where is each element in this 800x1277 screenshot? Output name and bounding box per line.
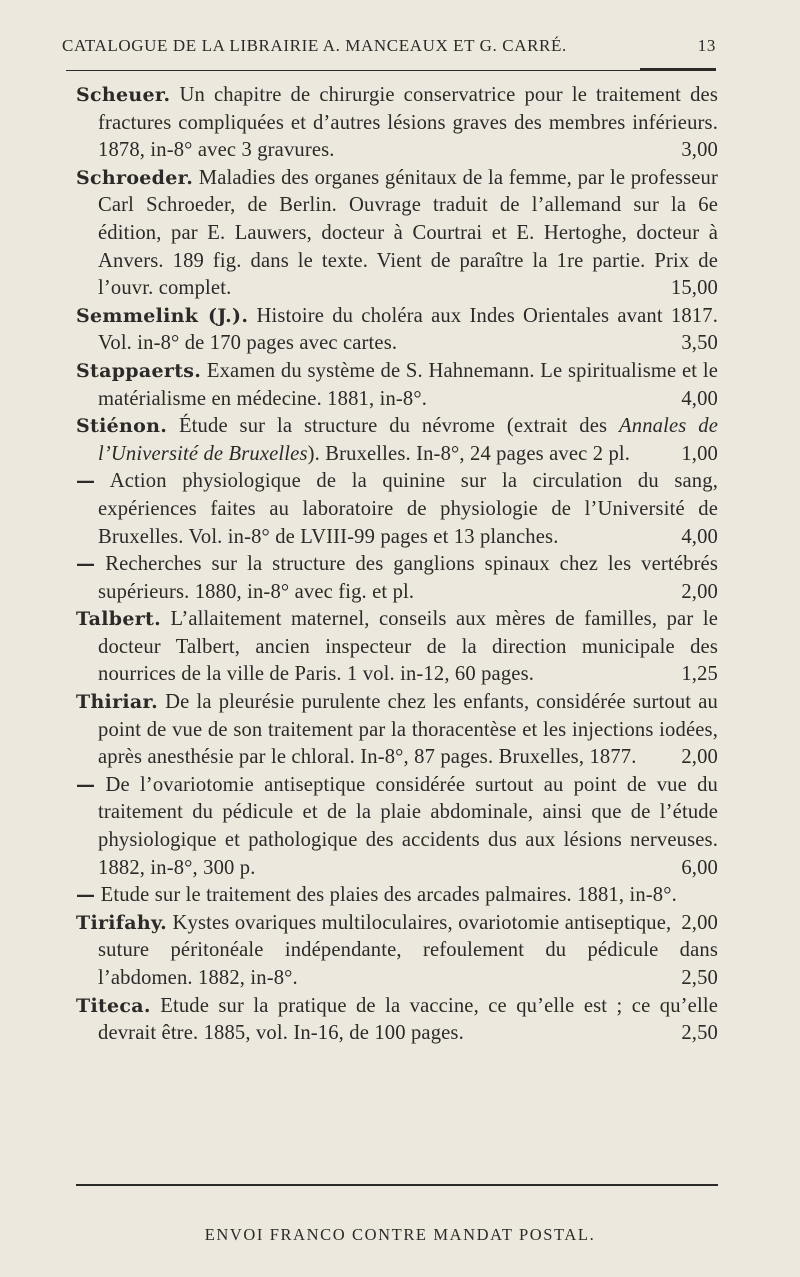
entry-text: Histoire du choléra aux Indes Orientales avant 1817. Vol. in-8° de 170 pages avec cartes. (98, 304, 719, 355)
entry-price: 3,50 (681, 332, 718, 355)
catalogue-entry (76, 772, 718, 882)
entry-text: Étude sur la structure du névrome (extrait des (178, 415, 608, 438)
entry-author: Scheuer. (76, 84, 171, 106)
entry-author: Talbert. (76, 608, 162, 631)
entry-text: L’allaitement maternel, conseils aux mères de familles, par le docteur Talbert, ancien inspecteur de la direction municipale des nourrices de la ville de Paris. 1 vol. in-12, 60 pages. (98, 608, 718, 686)
entry-price: 3,00 (681, 139, 718, 162)
catalogue-entry (76, 468, 718, 551)
entry-author: — (76, 884, 96, 907)
entry-journal-title: Annales de l’Université de Bruxelles (98, 415, 718, 465)
header-title: CATALOGUE DE LA LIBRAIRIE A. MANCEAUX ET G. CARRÉ. (62, 36, 567, 55)
running-header (62, 36, 716, 56)
entry-author: Stappaerts. (76, 359, 202, 382)
entry-price: 2,00 (681, 580, 718, 603)
catalogue-entry (76, 606, 718, 689)
catalogue-entry (76, 82, 718, 165)
entry-author: Thiriar. (76, 691, 158, 714)
entry-price: 6,00 (681, 856, 718, 879)
entry-price: 15,00 (670, 277, 718, 300)
entry-text: De l’ovariotomie antiseptique considérée surtout au point de vue du traitement du pédicule et de la plaie abdominale, ainsi que de l’étude physiologique et pathologique des accidents dus aux lésions nerveuses. 1882, in-8°, 300 p. (98, 773, 718, 879)
entry-author: — (76, 470, 96, 493)
entry-text-continued: ). Bruxelles. In-8°, 24 pages avec 2 pl. (307, 442, 631, 465)
catalogue-entry (76, 993, 718, 1048)
catalogue-entry (76, 303, 718, 358)
entry-text: Un chapitre de chirurgie conservatrice pour le traitement des fractures compliquées et d’autres lésions graves des membres inférieurs. 1878, in-8° avec 3 gravures. (98, 84, 718, 162)
entry-text: Maladies des organes génitaux de la femme, par le professeur Carl Schroeder, de Berlin. Ouvrage traduit de l’allemand sur la 6e édition, par E. Lauwers, docteur à Courtrai et E. Hertoghe, docteur à Anvers. 189 fig. dans le texte. Vient de paraître la 1re partie. Prix de l’ouvr. complet. (98, 166, 718, 300)
entry-author: Stiénon. (76, 415, 168, 438)
catalogue-entry (76, 165, 718, 303)
entry-text: De la pleurésie purulente chez les enfants, considérée surtout au point de vue de son traitement par la thoracentèse et les injections iodées, après anesthésie par le chloral. In-8°, 87 pages. Bruxelles, 1877. (98, 691, 718, 769)
catalogue-entry (76, 358, 718, 413)
catalogue-entry (76, 910, 718, 993)
entry-author: Semmelink (J.). (76, 304, 249, 327)
footer-rule (76, 1184, 718, 1186)
entry-author: Tirifahy. (76, 911, 168, 934)
entry-price: 1,00 (681, 442, 718, 465)
entry-price: 4,00 (681, 525, 718, 548)
catalogue-entries (76, 82, 718, 1048)
entry-author: — (76, 553, 96, 576)
entry-text: Etude sur la pratique de la vaccine, ce qu’elle est ; ce qu’elle devrait être. 1885, vol. In-16, de 100 pages. (98, 994, 718, 1045)
entry-text: Etude sur le traitement des plaies des arcades palmaires. 1881, in-8°. (100, 884, 677, 907)
entry-price: 2,00 (681, 911, 718, 934)
entry-text: Examen du système de S. Hahnemann. Le spiritualisme et le matérialisme en médecine. 1881, in-8°. (98, 359, 718, 410)
page-number: 13 (697, 36, 716, 55)
entry-price: 1,25 (681, 663, 718, 686)
entry-text: Kystes ovariques multiloculaires, ovariotomie antiseptique, suture péritonéale indépendante, refoulement du pédicule dans l’abdomen. 1882, in-8°. (98, 911, 718, 989)
entry-author: — (76, 773, 96, 796)
footer-note: ENVOI FRANCO CONTRE MANDAT POSTAL. (204, 1225, 596, 1244)
entry-price: 2,50 (681, 1022, 718, 1045)
entry-author: Schroeder. (76, 166, 194, 189)
catalogue-entry (76, 689, 718, 772)
entry-author: Titeca. (76, 994, 151, 1017)
entry-text: Recherches sur la structure des ganglions spinaux chez les vertébrés supérieurs. 1880, in-8° avec fig. et pl. (98, 553, 718, 603)
catalogue-entry (76, 551, 718, 606)
entry-text: Action physiologique de la quinine sur la circulation du sang, expériences faites au laboratoire de physiologie de l’Université de Bruxelles. Vol. in-8° de LVIII-99 pages et 13 planches. (98, 470, 718, 548)
header-rule (66, 70, 716, 71)
catalogue-entry (76, 413, 718, 468)
entry-price: 2,50 (681, 967, 718, 989)
entry-price: 4,00 (681, 387, 718, 410)
entry-price: 2,00 (681, 746, 718, 769)
